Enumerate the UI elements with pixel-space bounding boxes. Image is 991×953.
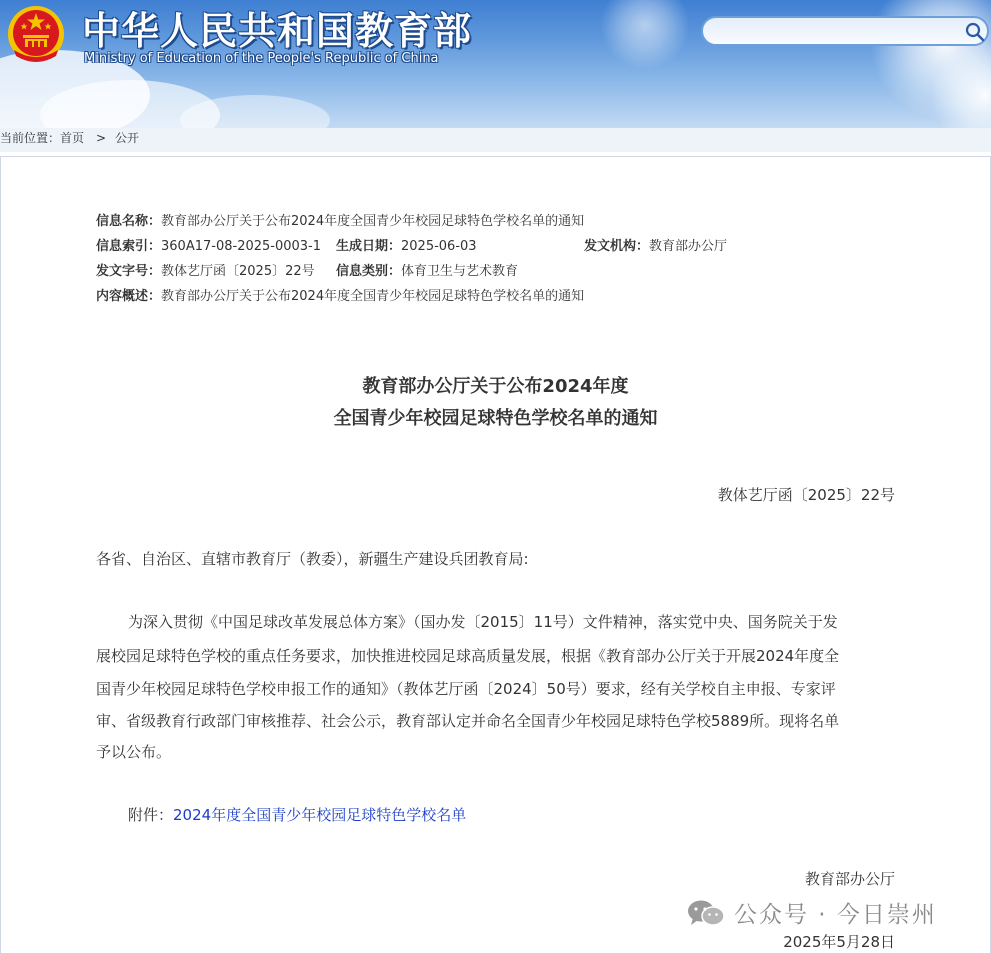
meta-date xyxy=(336,235,477,254)
site-title: 中华人民共和国教育部 xyxy=(82,9,473,53)
document-title-line-2: 全国青少年校园足球特色学校名单的通知 xyxy=(333,408,658,429)
meta-summary-label: 内容概述： xyxy=(96,289,162,304)
site-header xyxy=(0,0,991,128)
meta-summary xyxy=(96,285,584,304)
meta-date-value: 2025-06-03 xyxy=(401,239,477,254)
meta-docno xyxy=(96,260,315,279)
document-signature: 教育部办公厅 xyxy=(804,870,895,888)
body-line: 国青少年校园足球特色学校申报工作的通知》（教体艺厅函〔2024〕50号）要求，经有关学校自主申报、专家评 xyxy=(96,680,836,698)
meta-index-label: 信息索引： xyxy=(96,239,162,254)
meta-org xyxy=(584,235,727,254)
meta-docno-label: 发文字号： xyxy=(96,264,162,279)
search-box xyxy=(701,16,989,46)
breadcrumb xyxy=(0,128,991,152)
body-line: 予以公布。 xyxy=(96,743,172,761)
meta-index-value: 360A17-08-2025-0003-1 xyxy=(161,239,322,254)
body-line: 为深入贯彻《中国足球改革发展总体方案》（国办发〔2015〕11号）文件精神，落实党中央、国务院关于发 xyxy=(128,613,838,631)
site-subtitle: Ministry of Education of the People's Republic of China xyxy=(84,51,439,66)
watermark-text: 公众号 · 今日崇州 xyxy=(734,902,937,928)
wechat-icon xyxy=(686,899,726,927)
national-emblem-icon xyxy=(6,4,66,66)
meta-name-row xyxy=(96,210,584,229)
meta-category-label: 信息类别： xyxy=(336,264,402,279)
meta-category-value: 体育卫生与艺术教育 xyxy=(401,264,519,279)
meta-summary-value: 教育部办公厅关于公布2024年度全国青少年校园足球特色学校名单的通知 xyxy=(161,289,585,304)
meta-date-label: 生成日期： xyxy=(336,239,402,254)
meta-org-label: 发文机构： xyxy=(584,239,650,254)
meta-name-value: 教育部办公厅关于公布2024年度全国青少年校园足球特色学校名单的通知 xyxy=(161,214,585,229)
document-title-line-1: 教育部办公厅关于公布2024年度 xyxy=(362,376,629,397)
breadcrumb-prefix: 当前位置： xyxy=(0,131,61,145)
meta-index xyxy=(96,235,321,254)
breadcrumb-current[interactable]: 公开 xyxy=(115,131,140,145)
attachment-label: 附件： xyxy=(128,806,174,824)
document-addressee: 各省、自治区、直辖市教育厅（教委），新疆生产建设兵团教育局: xyxy=(96,550,529,568)
document-number: 教体艺厅函〔2025〕22号 xyxy=(717,486,895,504)
search-icon[interactable] xyxy=(964,21,986,43)
breadcrumb-separator: > xyxy=(96,131,107,145)
wechat-watermark xyxy=(686,893,976,931)
body-line: 审、省级教育行政部门审核推荐、社会公示，教育部认定并命名全国青少年校园足球特色学校5889所。现将名单 xyxy=(96,712,840,730)
meta-docno-value: 教体艺厅函〔2025〕22号 xyxy=(161,264,315,279)
attachment-row xyxy=(128,804,466,825)
dandelion-decoration xyxy=(600,0,690,70)
body-line: 展校园足球特色学校的重点任务要求，加快推进校园足球高质量发展，根据《教育部办公厅关于开展2024年度全 xyxy=(96,647,840,665)
search-input[interactable] xyxy=(713,21,957,43)
meta-name-label: 信息名称： xyxy=(96,214,162,229)
document-sign-date: 2025年5月28日 xyxy=(783,933,895,951)
breadcrumb-home-link[interactable]: 首页 xyxy=(60,131,85,145)
attachment-link[interactable]: 2024年度全国青少年校园足球特色学校名单 xyxy=(173,806,467,824)
meta-category xyxy=(336,260,518,279)
meta-org-value: 教育部办公厅 xyxy=(649,239,728,254)
